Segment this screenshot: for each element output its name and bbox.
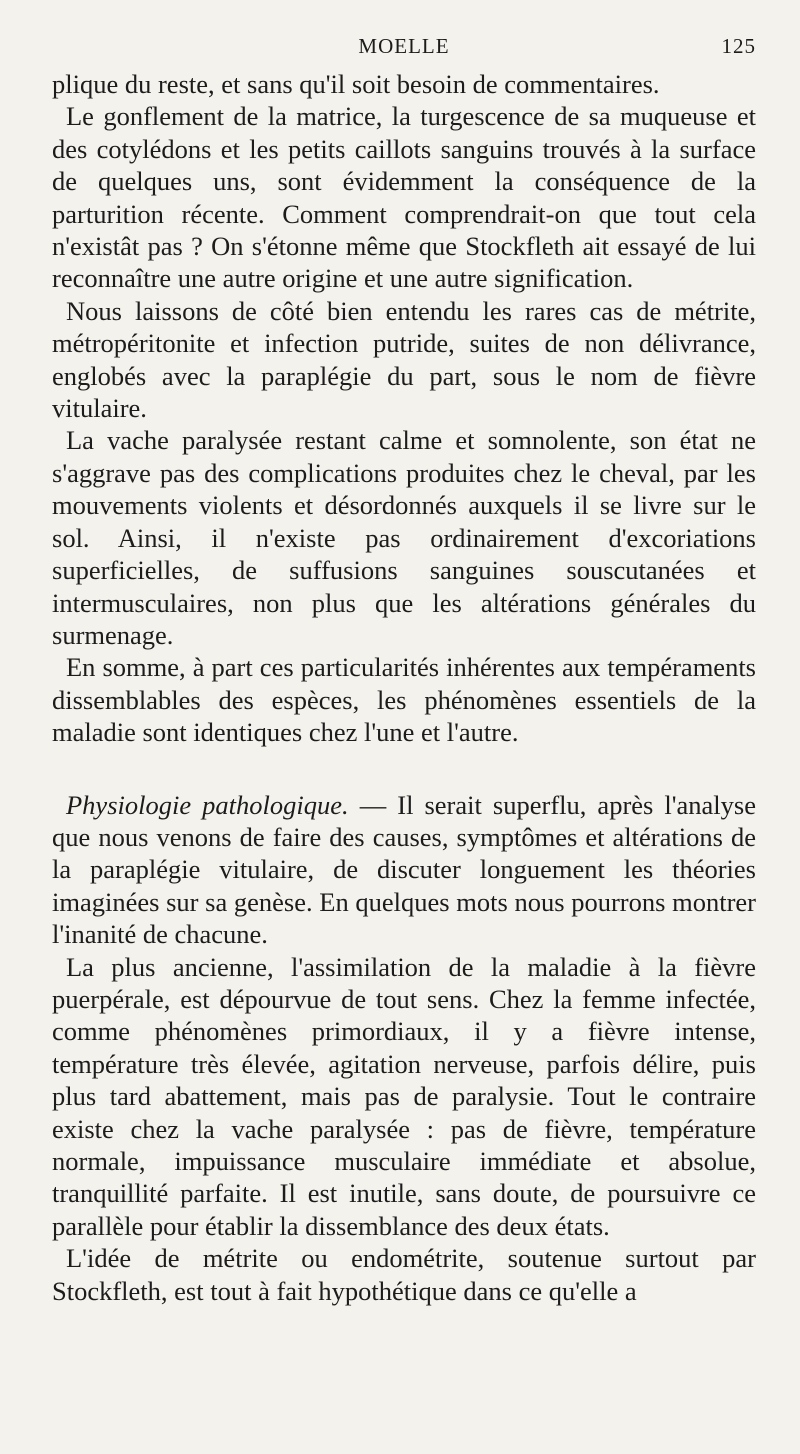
paragraph: Nous laissons de côté bien entendu les rares cas de métrite, métropéritonite et infection putride, suites de non délivrance, englobés avec la paraplégie du part, sous le nom de fièvre vitulaire. [52, 295, 756, 424]
running-head [52, 28, 756, 68]
paragraph: La vache paralysée restant calme et somnolente, son état ne s'aggrave pas des complications produites chez le cheval, par les mouvements violents et désordonnés auxquels il se livre sur le sol. Ainsi, il n'existe pas ordinairement d'excoriations superficielles, de suffusions sanguines souscutanées et intermusculaires, non plus que les altérations générales du surmenage. [52, 425, 756, 650]
section-intro: — Il serait superflu, après l'analyse que nous venons de faire des causes, symptômes et altérations de la paraplégie vitulaire, de discuter longuement les théories imaginées sur sa genèse. En quelques mots nous pourrons montrer l'inanité de chacune. [52, 789, 756, 950]
paragraph: L'idée de métrite ou endométrite, soutenue surtout par Stockfleth, est tout à fait hypothétique dans ce qu'elle a [52, 1243, 756, 1306]
page-number: 125 [721, 34, 756, 58]
paragraph: La plus ancienne, l'assimilation de la maladie à la fièvre puerpérale, est dépourvue de tout sens. Chez la femme infectée, comme phénomènes primordiaux, il y a fièvre intense, température très élevée, agitation nerveuse, parfois délire, puis plus tard abattement, mais pas de paralysie. Tout le contraire existe chez la vache paralysée : pas de fièvre, température normale, impuissance musculaire immédiate et absolue, tranquillité parfaite. Il est inutile, sans doute, de poursuivre ce parallèle pour établir la dissemblance des deux états. [52, 951, 756, 1241]
paragraph: En somme, à part ces particularités inhérentes aux tempéraments dissemblables des espèces, les phénomènes essentiels de la maladie sont identiques chez l'une et l'autre. [52, 652, 756, 748]
paragraph: Le gonflement de la matrice, la turgescence de sa muqueuse et des cotylédons et les petits caillots sanguins trouvés à la surface de quelques uns, sont évidemment la conséquence de la parturition récente. Comment comprendrait-on que tout cela n'existât pas ? On s'étonne même que Stockfleth ait essayé de lui reconnaître une autre origine et une autre signification. [52, 101, 756, 294]
section-title: Physiologie pathologique. [66, 789, 349, 820]
section-paragraph [52, 789, 756, 951]
body-text [52, 68, 756, 1307]
running-title: MOELLE [358, 34, 450, 58]
paragraph: plique du reste, et sans qu'il soit besoin de commentaires. [52, 69, 660, 99]
section-gap [52, 749, 756, 789]
